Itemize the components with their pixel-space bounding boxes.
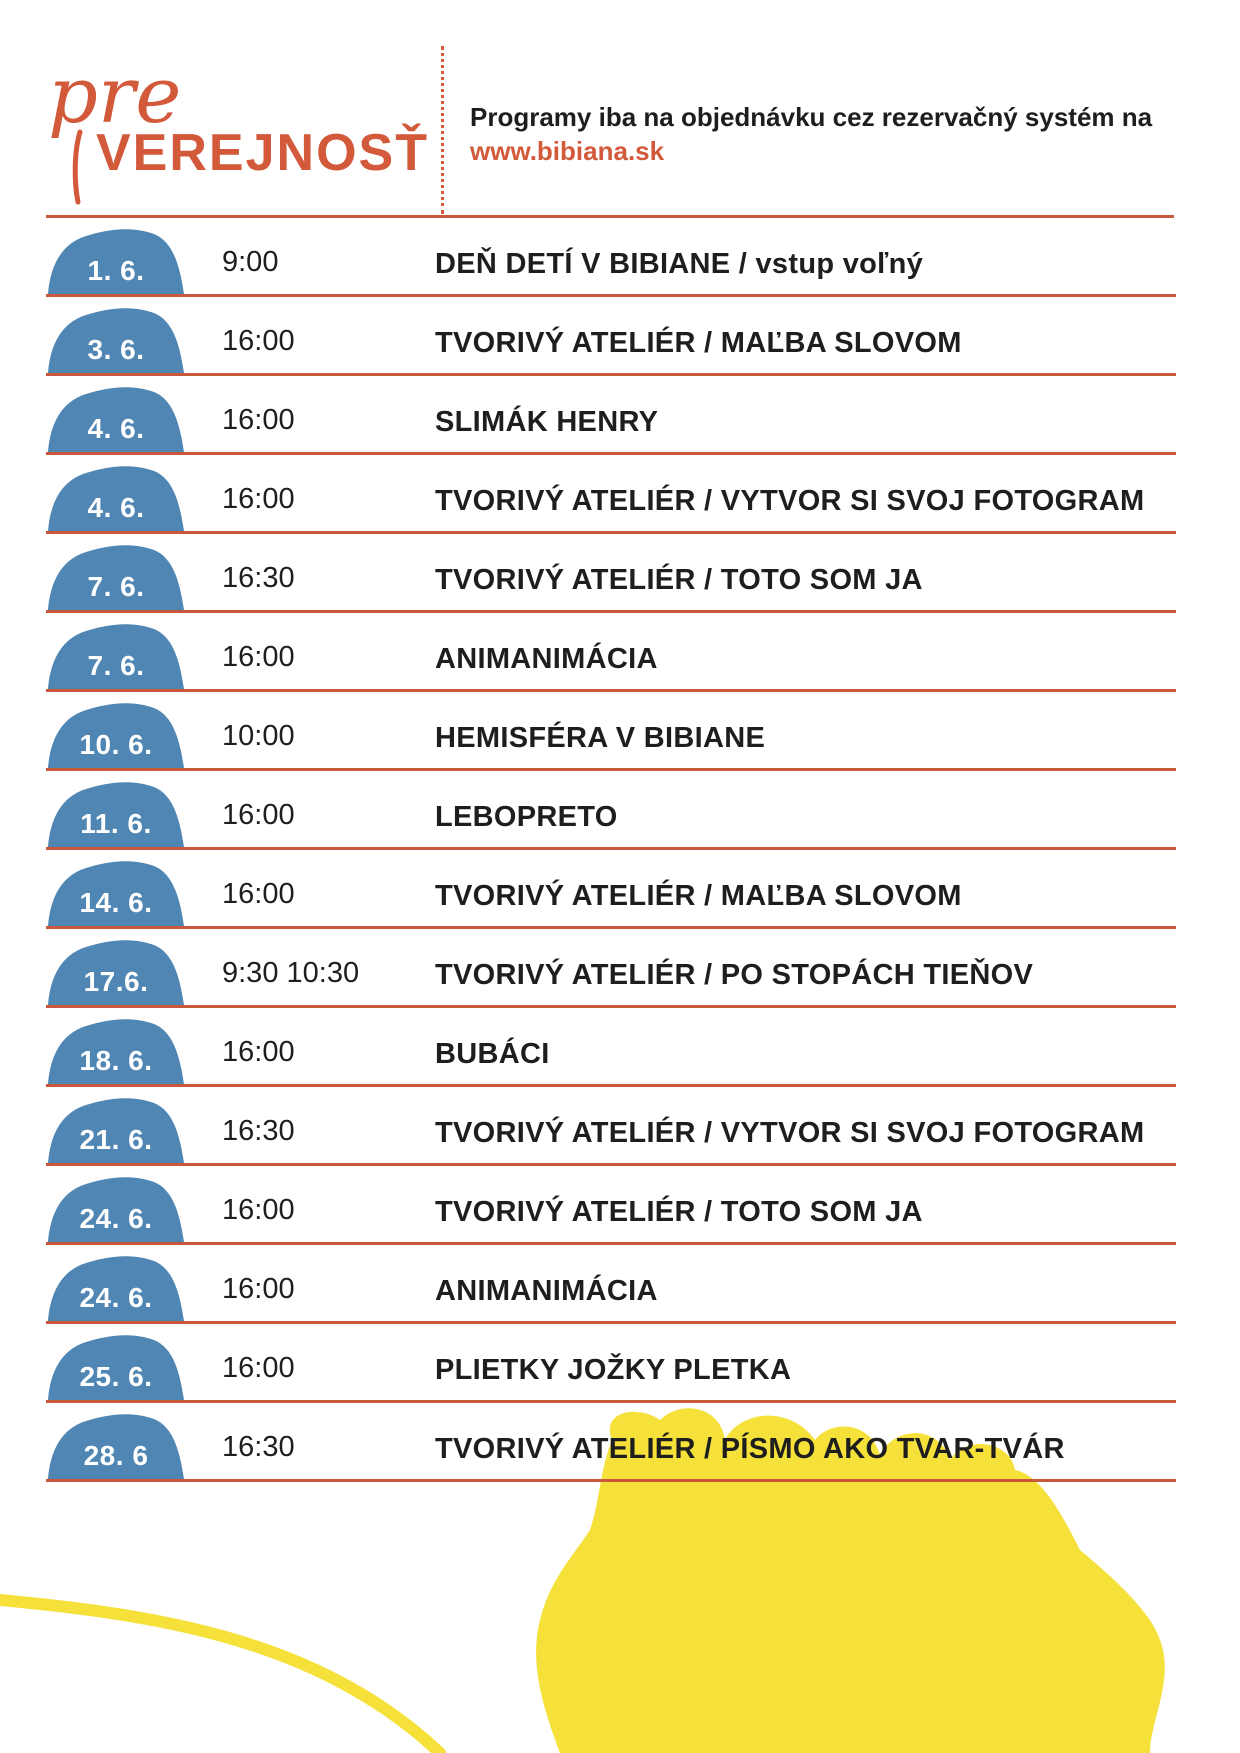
reservation-note: Programy iba na objednávku cez rezervačný systém na — [470, 102, 1153, 132]
event-time: 16:30 — [222, 1431, 295, 1463]
event-title: TVORIVÝ ATELIÉR / VYTVOR SI SVOJ FOTOGRAM — [435, 1117, 1145, 1149]
event-time: 16:00 — [222, 1036, 295, 1068]
event-date: 28. 6 — [83, 1440, 149, 1471]
schedule-row — [46, 850, 1176, 929]
event-title: DEŇ DETÍ V BIBIANE / vstup voľný — [435, 248, 924, 280]
event-title: TVORIVÝ ATELIÉR / TOTO SOM JA — [435, 564, 923, 596]
event-date: 25. 6. — [79, 1361, 153, 1392]
event-time: 16:00 — [222, 483, 295, 515]
event-title: TVORIVÝ ATELIÉR / MAĽBA SLOVOM — [435, 880, 962, 912]
event-time: 10:00 — [222, 720, 295, 752]
event-date: 11. 6. — [80, 808, 152, 839]
event-time: 16:00 — [222, 1194, 295, 1226]
event-time: 16:00 — [222, 641, 295, 673]
event-date: 21. 6. — [79, 1124, 153, 1155]
event-title: ANIMANIMÁCIA — [435, 643, 658, 675]
schedule-row — [46, 1324, 1176, 1403]
event-title: HEMISFÉRA V BIBIANE — [435, 722, 766, 754]
event-date: 17.6. — [83, 966, 149, 997]
event-time: 16:30 — [222, 562, 295, 594]
event-date: 24. 6. — [79, 1203, 153, 1234]
event-date: 7. 6. — [87, 571, 145, 602]
event-date: 10. 6. — [79, 729, 153, 760]
event-title: ANIMANIMÁCIA — [435, 1275, 658, 1307]
schedule-row — [46, 771, 1176, 850]
event-title: TVORIVÝ ATELIÉR / PO STOPÁCH TIEŇOV — [435, 959, 1034, 991]
event-time: 16:00 — [222, 1352, 295, 1384]
website-link[interactable]: www.bibiana.sk — [470, 136, 665, 166]
event-title: PLIETKY JOŽKY PLETKA — [435, 1354, 792, 1386]
event-title: TVORIVÝ ATELIÉR / VYTVOR SI SVOJ FOTOGRAM — [435, 485, 1145, 517]
schedule-row — [46, 692, 1176, 771]
event-title: TVORIVÝ ATELIÉR / PÍSMO AKO TVAR-TVÁR — [435, 1433, 1065, 1465]
schedule-row — [46, 1166, 1176, 1245]
event-date: 18. 6. — [79, 1045, 153, 1076]
logo-script-text: pre — [48, 51, 182, 141]
schedule-row — [46, 1245, 1176, 1324]
event-time: 9:30 10:30 — [222, 957, 360, 989]
schedule-row — [46, 1087, 1176, 1166]
schedule-row — [46, 297, 1176, 376]
event-time: 9:00 — [222, 246, 279, 278]
event-time: 16:00 — [222, 1273, 295, 1305]
schedule-row — [46, 534, 1176, 613]
event-title: TVORIVÝ ATELIÉR / TOTO SOM JA — [435, 1196, 923, 1228]
event-date: 24. 6. — [79, 1282, 153, 1313]
schedule-row — [46, 455, 1176, 534]
event-time: 16:30 — [222, 1115, 295, 1147]
schedule-row — [46, 376, 1176, 455]
schedule-row — [46, 613, 1176, 692]
event-time: 16:00 — [222, 878, 295, 910]
event-date: 4. 6. — [87, 492, 145, 523]
event-time: 16:00 — [222, 325, 295, 357]
header-info — [470, 100, 1152, 168]
schedule-row — [46, 1008, 1176, 1087]
event-date: 4. 6. — [87, 413, 145, 444]
event-time: 16:00 — [222, 404, 295, 436]
event-title: BUBÁCI — [435, 1038, 550, 1070]
event-title: LEBOPRETO — [435, 801, 618, 833]
event-title: SLIMÁK HENRY — [435, 406, 659, 438]
event-time: 16:00 — [222, 799, 295, 831]
event-date: 14. 6. — [79, 887, 153, 918]
logo-main-text: VEREJNOSŤ — [96, 124, 429, 182]
event-schedule — [46, 215, 1176, 1482]
yellow-curve-line — [0, 1600, 440, 1753]
row-rule — [46, 1479, 1176, 1482]
schedule-row — [46, 929, 1176, 1008]
schedule-row — [46, 218, 1176, 297]
logo — [48, 51, 429, 202]
event-date: 3. 6. — [87, 334, 145, 365]
schedule-row — [46, 1403, 1176, 1482]
event-date: 1. 6. — [87, 255, 145, 286]
event-date: 7. 6. — [87, 650, 145, 681]
event-title: TVORIVÝ ATELIÉR / MAĽBA SLOVOM — [435, 327, 962, 359]
header-divider — [441, 46, 444, 214]
